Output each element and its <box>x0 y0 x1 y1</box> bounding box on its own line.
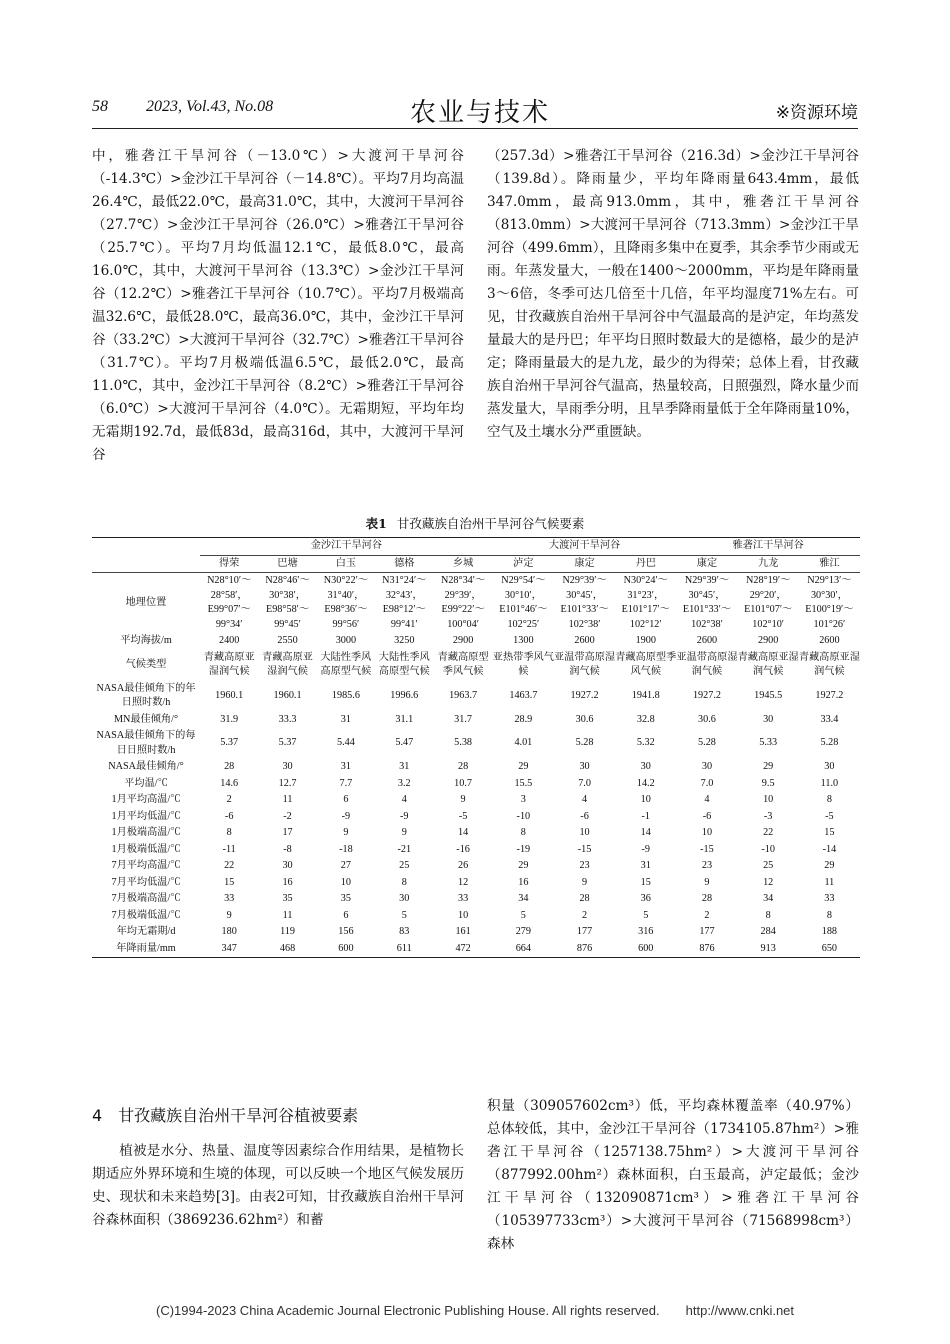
row-label: 1月平均高温/℃ <box>111 794 181 805</box>
site-header: 泸定 <box>493 555 554 573</box>
table-cell: -3 <box>763 810 773 822</box>
table-cell: 10 <box>340 876 351 888</box>
table-cell: 664 <box>493 941 554 958</box>
table-row <box>92 941 860 958</box>
table-cell: 3000 <box>335 635 357 646</box>
table-cell: 34 <box>518 893 529 904</box>
table-row <box>92 809 860 826</box>
site-header: 九龙 <box>738 555 799 573</box>
table-cell: 11.0 <box>820 777 839 789</box>
table-cell: 35 <box>282 893 293 904</box>
climate-table <box>92 537 860 958</box>
site-header: 乡城 <box>433 555 492 573</box>
table-row <box>92 776 860 793</box>
table-cell: 15 <box>824 827 835 838</box>
table-cell: 2600 <box>819 635 840 646</box>
table-cell: 5.37 <box>220 737 239 749</box>
table-cell: 913 <box>738 941 799 958</box>
table-cell: -9 <box>341 810 351 822</box>
table-row <box>92 924 860 941</box>
table-cell: N31°24′～32°43′，E98°12′～99°41′ <box>382 575 427 630</box>
table-cell: -10 <box>516 810 531 822</box>
table-cell: 5.28 <box>575 737 594 749</box>
table-label: 表1 <box>365 516 387 531</box>
table-cell: 16 <box>518 876 529 888</box>
table-cell: 29 <box>824 860 835 871</box>
table-cell: 1996.6 <box>390 689 419 701</box>
table-row <box>92 825 860 842</box>
table-cell: 8 <box>826 794 832 805</box>
table-cell: 10 <box>579 827 590 838</box>
section-label: ※资源环境 <box>775 103 858 123</box>
table-cell: 33 <box>458 893 469 904</box>
table-cell: 大陆性季风高原型气候 <box>320 651 372 677</box>
table-cell: 25 <box>399 860 410 871</box>
table-cell: 2900 <box>452 635 474 646</box>
table-row <box>92 891 860 908</box>
row-label: 气候类型 <box>125 658 167 670</box>
table-cell: 17 <box>282 827 293 838</box>
table-cell: 3 <box>520 794 526 805</box>
table-cell: N28°46′～30°38′，E98°58′～99°45′ <box>265 575 310 630</box>
table-cell: -6 <box>702 810 712 822</box>
table-cell: 7.7 <box>339 777 353 789</box>
table-cell: 30.6 <box>575 713 594 725</box>
table-cell: 22 <box>224 860 235 871</box>
table-cell: 23 <box>701 860 713 871</box>
table-cell: 1960.1 <box>273 689 302 701</box>
table-cell: 30 <box>824 761 835 772</box>
journal-title: 农业与技术 <box>410 98 551 128</box>
table-cell: 12 <box>763 876 774 888</box>
table-cell: 5.28 <box>698 737 716 749</box>
table-cell: 29 <box>518 860 529 871</box>
table-cell: 8 <box>226 827 232 838</box>
row-label: MN最佳倾角/° <box>113 713 179 725</box>
table-cell: 大陆性季风高原型气候 <box>378 651 430 677</box>
table-cell: 2600 <box>574 635 595 646</box>
table-cell: 10.7 <box>454 777 472 789</box>
table-cell: -5 <box>458 810 468 822</box>
table-cell: 14 <box>458 827 469 838</box>
table-cell: 1900 <box>635 635 656 646</box>
table-corner <box>92 538 200 573</box>
site-header: 德格 <box>375 555 433 573</box>
table-cell: 279 <box>515 926 531 937</box>
table-cell: 31.1 <box>395 713 414 725</box>
row-label: NASA最佳倾角下的每日日照时数/h <box>96 730 196 756</box>
table-cell: 33.3 <box>278 713 297 725</box>
table-cell: 5 <box>520 909 526 921</box>
group-header: 大渡河干旱河谷 <box>493 538 677 556</box>
copyright-footer: (C)1994-2023 China Academic Journal Electronic Publishing House. All rights reserved. http://www.cnki.net <box>155 1303 795 1318</box>
table-cell: 15 <box>640 876 651 888</box>
table-cell: 31 <box>399 761 410 772</box>
left-paragraph: 中，雅砻江干旱河谷（－13.0℃）>大渡河干旱河谷（-14.3℃）>金沙江干旱河谷（－14.8℃）。平均7月均高温26.4℃，最低22.0℃，最高31.0℃，其中，大渡河干旱河谷（27.7℃）>金沙江干旱河谷（26.0℃）>雅砻江干旱河谷（25.7℃）。平均7月均低温12.1℃，最低8.0℃，最高16.0℃，其中，大渡河干旱河谷（13.3℃）>金沙江干旱河谷（12.2℃）>雅砻江干旱河谷（10.7℃）。平均7月极端高温32.6℃，最低28.0℃，最高36.0℃，其中，金沙江干旱河谷（33.2℃）>大渡河干旱河谷（32.7℃）>雅砻江干旱河谷（31.7℃）。平均7月极端低温6.5℃，最低2.0℃，最高11.0℃，其中，金沙江干旱河谷（8.2℃）>雅砻江干旱河谷（6.0℃）>大渡河干旱河谷（4.0℃）。无霜期短，平均年均无霜期192.7d，最低83d，最高316d，其中，大渡河干旱河谷 <box>92 148 465 463</box>
table-cell: 36 <box>640 893 651 904</box>
site-header: 白玉 <box>317 555 375 573</box>
table-cell: N28°10′～28°58′，E99°07′～99°34′ <box>207 575 252 630</box>
table-cell: N29°39′～30°45′，E101°33′～102°38′ <box>560 575 609 630</box>
table-cell: 8 <box>520 827 526 838</box>
table-cell: 3250 <box>394 635 415 646</box>
row-label: 年降雨量/mm <box>92 941 200 958</box>
table-cell: 600 <box>615 941 676 958</box>
table-cell: 1941.8 <box>631 689 660 701</box>
table-cell: 33.4 <box>820 713 839 725</box>
table-cell: 26 <box>458 860 469 871</box>
table-cell: 亚热带季风气候 <box>492 651 554 677</box>
table-cell: 30 <box>640 761 651 772</box>
table-row <box>92 681 860 712</box>
table-cell: 1985.6 <box>331 689 360 701</box>
table-cell: 1927.2 <box>692 689 721 701</box>
table-cell: 316 <box>638 926 654 937</box>
table-cell: 30 <box>282 761 293 772</box>
group-header: 金沙江干旱河谷 <box>200 538 493 556</box>
table-cell: 23 <box>579 860 590 871</box>
table-cell: 青藏高原亚湿润气候 <box>737 651 799 677</box>
table-cell: 9.5 <box>761 777 775 789</box>
table-cell: 2900 <box>757 635 779 646</box>
table-row <box>92 650 860 681</box>
table-cell: 14.6 <box>220 777 239 789</box>
table-cell: 1945.5 <box>754 689 783 701</box>
section4-right-paragraph: 积量（309057602cm³）低，平均森林覆盖率（40.97%）总体较低，其中，金沙江干旱河谷（1734105.87hm²）>雅砻江干旱河谷（1257138.75hm²）>大渡河干旱河谷（877992.00hm²）森林面积，白玉最高，泸定最低；金沙江干旱河谷（132090871cm³）>雅砻江干旱河谷（105397733cm³）>大渡河干旱河谷（71568998cm³）森林 <box>487 1098 859 1252</box>
table-cell: 1927.2 <box>570 689 599 701</box>
table-cell: 3.2 <box>397 777 411 789</box>
right-column-top <box>487 145 859 444</box>
table-cell: 15 <box>224 876 235 888</box>
table-cell: 600 <box>317 941 375 958</box>
site-header: 丹巴 <box>615 555 676 573</box>
table-cell: 28.9 <box>514 713 533 725</box>
table-cell: -9 <box>400 810 409 822</box>
table-row <box>92 712 860 729</box>
table-cell: -6 <box>580 810 589 822</box>
table-cell: 30 <box>579 761 590 772</box>
table-cell: N29°39′～30°45′，E101°33′～102°38′ <box>682 575 732 630</box>
table-cell: 14 <box>640 827 651 838</box>
table-cell: -14 <box>822 843 837 855</box>
table-cell: N28°19′～29°20′，E101°07′～102°10′ <box>744 575 793 630</box>
table-cell: 22 <box>763 827 774 838</box>
table-cell: 5.32 <box>636 737 655 749</box>
table-cell: 1927.2 <box>815 689 844 701</box>
table-row <box>92 842 860 859</box>
table-cell: 2 <box>704 909 710 921</box>
right-column-bottom <box>487 1095 859 1256</box>
table-cell: 2 <box>226 794 232 805</box>
table-cell: 8 <box>765 909 771 921</box>
table-cell: 29 <box>518 761 529 772</box>
table-cell: 31 <box>640 860 651 871</box>
table-cell: 4.01 <box>514 737 533 749</box>
table-cell: 青藏高原型季风气候 <box>615 651 677 677</box>
right-paragraph: （257.3d）>雅砻江干旱河谷（216.3d）>金沙江干旱河谷（139.8d）。降雨量少，平均年降雨量643.4mm，最低347.0mm，最高913.0mm，其中，雅砻江干旱河谷（813.0mm）>大渡河干旱河谷（713.3mm）>金沙江干旱河谷（499.6mm），且降雨多集中在夏季，其余季节少雨或无雨。年蒸发量大，一般在1400～2000mm，平均是年降雨量3～6倍，冬季可达几倍至十几倍，年平均湿度71%左右。可见，甘孜藏族自治州干旱河谷中气温最高的是泸定，年均蒸发量最大的是丹巴；年平均日照时数最大的是德格，最少的是泸定；降雨量最大的是九龙，最少的为得荣；总体上看，甘孜藏族自治州干旱河谷气温高，热量较高，日照强烈，降水量少而蒸发量大，旱雨季分明，且旱季降雨量低于全年降雨量10%，空气及土壤水分严重匮缺。 <box>487 148 859 440</box>
table-cell: 10 <box>458 909 469 921</box>
table-cell: 青藏高原亚湿润气候 <box>262 651 313 677</box>
table-cell: 9 <box>460 794 466 805</box>
site-header: 康定 <box>676 555 737 573</box>
table-cell: -15 <box>700 843 714 855</box>
table-cell: 28 <box>701 893 713 904</box>
row-label: 地理位置 <box>125 596 167 608</box>
left-column-top <box>92 145 464 467</box>
table-cell: 5.44 <box>336 737 355 749</box>
section4-left-paragraph: 植被是水分、热量、温度等因素综合作用结果，是植物长期适应外界环境和生境的体现，可以反映一个地区气候发展历史、现状和未来趋势[3]。由表2可知，甘孜藏族自治州干旱河谷森林面积（3869236.62hm²）和蓄 <box>92 1143 464 1228</box>
table-cell: 1960.1 <box>215 689 244 701</box>
table-cell: 156 <box>338 926 354 937</box>
table-cell: 472 <box>433 941 492 958</box>
table-cell: 16 <box>282 876 293 888</box>
table-cell: 28 <box>224 761 235 772</box>
table-row <box>92 759 860 776</box>
row-label: 年均无霜期/d <box>116 926 176 937</box>
site-header: 康定 <box>554 555 615 573</box>
table-cell: 8 <box>826 909 832 921</box>
table-cell: 30 <box>701 761 713 772</box>
table-row <box>92 792 860 809</box>
table-row <box>92 728 860 759</box>
table-cell: 611 <box>375 941 433 958</box>
table-cell: 14.2 <box>636 777 655 789</box>
table-cell: 1963.7 <box>449 689 478 701</box>
table-cell: 7.0 <box>700 777 714 789</box>
table-cell: 2400 <box>218 635 240 646</box>
table-cell: 5.28 <box>820 737 839 749</box>
table-cell: -2 <box>283 810 292 822</box>
table-cell: 30 <box>399 893 410 904</box>
table-cell: 9 <box>226 909 232 921</box>
site-header: 雅江 <box>799 555 860 573</box>
table-cell: 10 <box>701 827 713 838</box>
row-label: 1月极端高温/℃ <box>111 827 181 838</box>
table-cell: 9 <box>401 827 407 838</box>
table-caption <box>0 514 950 532</box>
table-cell: 青藏高原亚湿润气候 <box>203 651 255 677</box>
row-label: 平均温/℃ <box>124 777 168 789</box>
running-header <box>92 96 858 129</box>
table-cell: 12.7 <box>278 777 297 789</box>
table-cell: 15.5 <box>514 777 533 789</box>
table-cell: -6 <box>224 810 234 822</box>
row-label: 7月平均高温/℃ <box>111 860 181 871</box>
table-cell: 876 <box>554 941 615 958</box>
table-cell: 31 <box>340 761 351 772</box>
table-cell: 33 <box>224 893 235 904</box>
table-cell: 284 <box>760 926 776 937</box>
table-cell: 30.6 <box>698 713 716 725</box>
table-cell: 9 <box>582 876 588 888</box>
table-cell: -10 <box>761 843 775 855</box>
table-cell: 11 <box>282 909 293 921</box>
table-cell: -18 <box>339 843 353 855</box>
table-row <box>92 573 860 634</box>
table-cell: 亚温带高原湿润气候 <box>676 651 738 677</box>
site-header: 巴塘 <box>258 555 316 573</box>
table-cell: 876 <box>676 941 737 958</box>
table-row <box>92 908 860 925</box>
table-title: 甘孜藏族自治州干旱河谷气候要素 <box>396 516 585 531</box>
table-cell: -9 <box>641 843 650 855</box>
row-label: 1月平均低温/℃ <box>111 810 181 822</box>
header-left <box>92 98 311 116</box>
table-cell: 31.9 <box>220 713 239 725</box>
table-cell: 10 <box>763 794 774 805</box>
table-cell: 9 <box>343 827 349 838</box>
table-cell: 4 <box>401 794 407 805</box>
table-cell: N30°24′～31°23′，E101°17′～102°12′ <box>621 575 670 630</box>
table-cell: 25 <box>763 860 774 871</box>
table-cell: 161 <box>455 926 471 937</box>
table-cell: 4 <box>704 794 710 805</box>
table-cell: 31.7 <box>454 713 472 725</box>
table-cell: 28 <box>579 893 590 904</box>
table-cell: 10 <box>640 794 651 805</box>
table-cell: 青藏高原型季风气候 <box>437 651 489 677</box>
table-cell: 2600 <box>696 635 718 646</box>
table-cell: 29 <box>763 761 774 772</box>
table-cell: 180 <box>221 926 237 937</box>
table-cell: 5 <box>401 909 407 921</box>
year-volume: 2023, Vol.43, No.08 <box>146 98 274 115</box>
table-cell: 27 <box>340 860 351 871</box>
table-cell: 2 <box>582 909 588 921</box>
table-cell: 11 <box>282 794 293 805</box>
site-header: 得荣 <box>200 555 258 573</box>
row-label: 1月极端低温/℃ <box>111 843 181 855</box>
table-row <box>92 875 860 892</box>
table-cell: 83 <box>399 926 410 937</box>
table-cell: 650 <box>799 941 860 958</box>
table-cell: 青藏高原亚湿润气候 <box>798 651 860 677</box>
table-cell: 6 <box>343 909 349 921</box>
row-label: 7月极端低温/℃ <box>111 909 181 921</box>
row-label: 7月平均低温/℃ <box>111 876 181 888</box>
table-cell: N29°54′～30°10′，E101°46′～102°25′ <box>499 575 548 630</box>
table-cell: 119 <box>280 926 295 937</box>
table-cell: 28 <box>458 761 469 772</box>
table-cell: 5.47 <box>395 737 414 749</box>
table-cell: 5 <box>643 909 649 921</box>
table-cell: 35 <box>340 893 351 904</box>
table-cell: 6 <box>343 794 349 805</box>
table-cell: 1463.7 <box>509 689 538 701</box>
table-cell: 30 <box>763 713 774 725</box>
group-header: 雅砻江干旱河谷 <box>676 538 860 556</box>
row-label: NASA最佳倾角/° <box>108 761 184 772</box>
table-cell: 347 <box>200 941 258 958</box>
table-cell: 177 <box>699 926 715 937</box>
table-cell: -15 <box>577 843 592 855</box>
table-cell: 33 <box>824 893 835 904</box>
left-column-bottom <box>92 1140 464 1232</box>
table-cell: 31 <box>340 713 351 725</box>
row-label: 7月极端高温/℃ <box>111 893 181 904</box>
table-cell: 5.38 <box>454 737 472 749</box>
table-cell: -1 <box>641 810 650 822</box>
row-label: NASA最佳倾角下的年日照时数/h <box>96 682 196 708</box>
table-cell: -11 <box>222 843 236 855</box>
table-cell: 7.0 <box>578 777 591 789</box>
table-cell: 188 <box>821 926 838 937</box>
table-cell: N30°22′～31°40′，E98°36′～99°56′ <box>323 575 369 630</box>
table-cell: 1300 <box>513 635 534 646</box>
table-row <box>92 633 860 650</box>
table-cell: 5.33 <box>759 737 778 749</box>
table-cell: -19 <box>516 843 531 855</box>
table-cell: 5.37 <box>278 737 297 749</box>
table-cell: -5 <box>825 810 834 822</box>
table-cell: -21 <box>397 843 412 855</box>
table-cell: 34 <box>763 893 774 904</box>
table-cell: 468 <box>258 941 316 958</box>
table-cell: 11 <box>824 876 835 888</box>
table-row <box>92 858 860 875</box>
table-cell: 4 <box>582 794 588 805</box>
page-number: 58 <box>92 98 108 115</box>
table-cell: 177 <box>576 926 593 937</box>
table-cell: N29°13′～30°30′，E100°19′～101°26′ <box>805 575 854 630</box>
table-cell: -16 <box>456 843 470 855</box>
table-cell: -8 <box>283 843 292 855</box>
table-cell: 30 <box>282 860 293 871</box>
section-heading: 4 甘孜藏族自治州干旱河谷植被要素 <box>92 1106 359 1125</box>
table-cell: 32.8 <box>636 713 655 725</box>
table-cell: 9 <box>704 876 710 888</box>
table-cell: 亚温带高原湿润气候 <box>553 651 616 677</box>
table-cell: N28°34′～29°39′，E99°22′～100°04′ <box>440 575 486 630</box>
table-cell: 12 <box>458 876 469 888</box>
row-label: 平均海拔/m <box>120 635 172 646</box>
table-cell: 2550 <box>277 635 298 646</box>
table-cell: 8 <box>401 876 407 888</box>
